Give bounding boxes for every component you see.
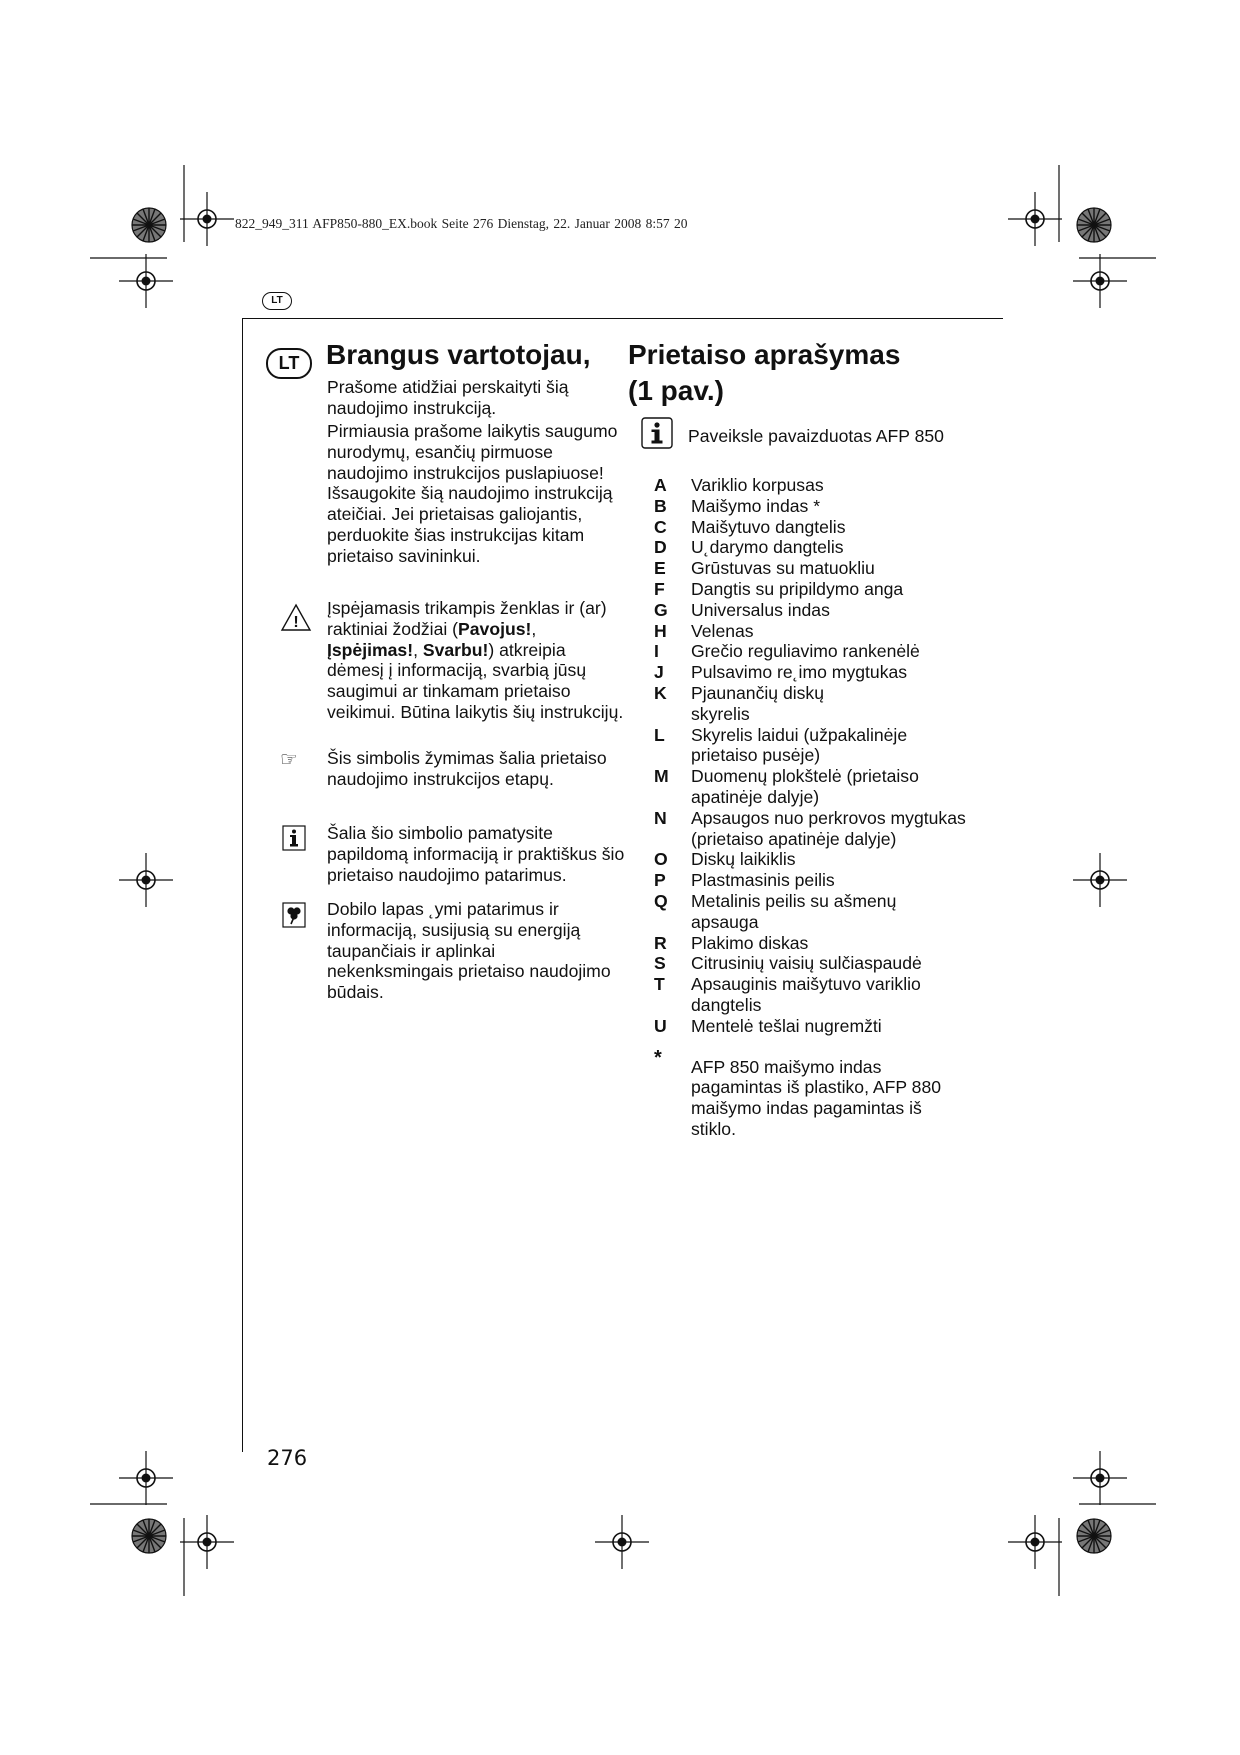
part-letter: U — [654, 1015, 667, 1036]
part-description: Mentelė tešlai nugremžti — [691, 1015, 882, 1036]
part-letter: G — [654, 599, 668, 620]
part-letter: J — [654, 662, 664, 683]
part-description: Skyrelis laidui (užpakalinėje prietaiso pusėje) — [691, 724, 908, 766]
step-paragraph: Šis simbolis žymimas šalia prietaiso naudojimo instrukcijos etapų. — [327, 748, 607, 789]
warning-text: Įspėjamasis trikampis ženklas ir (ar) raktiniai žodžiai ( — [327, 598, 607, 639]
part-description: Grūstuvas su matuokliu — [691, 558, 875, 579]
keyword-danger: Pavojus! — [458, 618, 532, 639]
part-description: Plastmasinis peilis — [691, 870, 835, 891]
intro-paragraph-1: Prašome atidžiai perskaityti šią naudojimo instrukciją. — [327, 377, 569, 418]
list-item — [654, 849, 1014, 870]
registration-mark — [180, 192, 234, 246]
part-description: Duomenų plokštelė (prietaiso apatinėje dalyje) — [691, 766, 919, 807]
part-description: Velenas — [691, 620, 754, 641]
registration-mark — [1073, 254, 1127, 308]
part-letter: H — [654, 620, 667, 641]
part-letter: K — [654, 682, 667, 703]
registration-mark — [595, 1515, 649, 1569]
section-title-device-description: Prietaiso aprašymas — [628, 339, 901, 370]
starburst-mark — [132, 208, 166, 242]
part-letter: I — [654, 641, 659, 662]
part-letter: M — [654, 766, 669, 787]
part-letter: E — [654, 558, 666, 579]
keyword-warning: Įspėjimas! — [327, 639, 414, 660]
keyword-important: Svarbu! — [422, 639, 489, 660]
part-description: Dangtis su pripildymo anga — [691, 578, 904, 599]
list-item — [654, 870, 1014, 891]
top-divider — [243, 318, 1003, 319]
pointing-hand-icon: ☞ — [280, 747, 298, 771]
part-letter: S — [654, 953, 666, 974]
footnote-mark: * — [654, 1046, 662, 1069]
registration-mark — [119, 853, 173, 907]
part-description: Pulsavimo re˛imo mygtukas — [691, 662, 908, 683]
page-number: 276 — [267, 1446, 308, 1470]
list-item — [654, 600, 1014, 621]
list-item — [654, 558, 1014, 579]
list-item — [654, 808, 1014, 850]
list-item — [654, 974, 1014, 1016]
registration-mark — [1073, 853, 1127, 907]
language-badge: LT — [262, 292, 292, 310]
list-item — [654, 579, 1014, 600]
info-paragraph: Šalia šio simbolio pamatysite papildomą informaciją ir praktiškus šio prietaiso naudojimo patarimus. — [327, 823, 625, 885]
list-item — [654, 475, 1014, 496]
list-item — [654, 766, 1014, 808]
left-margin-rule — [242, 318, 243, 1452]
part-letter: C — [654, 516, 667, 537]
section-title-dear-user: Brangus vartotojau, — [326, 339, 591, 370]
separator: , — [531, 618, 537, 639]
print-header: 822_949_311 AFP850-880_EX.book Seite 276 Dienstag, 22. Januar 2008 8:57 20 — [235, 216, 688, 231]
parts-legend — [654, 475, 1014, 1140]
separator: , — [413, 639, 423, 660]
part-description: Apsaugos nuo perkrovos mygtukas (prietaiso apatinėje dalyje) — [691, 807, 966, 849]
list-item — [654, 517, 1014, 538]
intro-paragraph-2: Pirmiausia prašome laikytis saugumo nurodymų, esančių pirmuose naudojimo instrukcijos puslapiuose! Išsaugokite šią naudojimo instrukciją ateičiai. Jei prietaisas galiojantis, perduokite šias instrukcijas kitam prietaiso savininkui. — [327, 421, 618, 566]
footnote — [654, 1048, 1014, 1140]
part-letter: B — [654, 495, 667, 516]
list-item — [654, 933, 1014, 954]
part-description: Grečio reguliavimo rankenėlė — [691, 641, 920, 662]
starburst-mark — [1077, 1519, 1111, 1553]
section-language-badge: LT — [266, 348, 312, 379]
footnote-text: AFP 850 maišymo indas pagamintas iš plastiko, AFP 880 maišymo indas pagamintas iš stiklo. — [691, 1056, 942, 1139]
registration-mark — [1008, 192, 1062, 246]
part-letter: L — [654, 724, 665, 745]
registration-mark — [1073, 1451, 1127, 1505]
part-letter: Q — [654, 890, 668, 911]
registration-mark — [180, 1515, 234, 1569]
part-letter: F — [654, 578, 665, 599]
part-description: Universalus indas — [691, 599, 830, 620]
part-description: Apsauginis maišytuvo variklio dangtelis — [691, 974, 921, 1015]
warning-paragraph — [327, 598, 625, 723]
section-title-figure-ref: (1 pav.) — [628, 375, 724, 406]
eco-paragraph: Dobilo lapas ˛ymi patarimus ir informaciją, susijusią su energiją taupančiais ir aplinkai nekenksmingais prietaiso naudojimo būdais. — [327, 899, 611, 1003]
part-letter: N — [654, 807, 667, 828]
part-description: Diskų laikiklis — [691, 849, 796, 870]
list-item — [654, 953, 1014, 974]
starburst-mark — [132, 1519, 166, 1553]
list-item — [654, 662, 1014, 683]
part-description: U˛darymo dangtelis — [691, 537, 844, 558]
list-item — [654, 683, 1014, 725]
list-item — [654, 1016, 1014, 1037]
part-description: Pjaunančių diskų skyrelis — [691, 682, 825, 724]
starburst-mark — [1077, 208, 1111, 242]
part-letter: D — [654, 537, 667, 558]
registration-mark — [1008, 1515, 1062, 1569]
part-letter: T — [654, 974, 665, 995]
part-letter: O — [654, 849, 668, 870]
part-description: Maišytuvo dangtelis — [691, 516, 846, 537]
part-letter: A — [654, 475, 667, 495]
registration-mark — [119, 254, 173, 308]
figure-info-text: Paveiksle pavaizduotas AFP 850 — [688, 426, 944, 446]
list-item — [654, 641, 1014, 662]
part-letter: P — [654, 870, 666, 891]
svg-text:!: ! — [293, 614, 299, 631]
list-item — [654, 621, 1014, 642]
part-description: Citrusinių vaisių sulčiaspaudė — [691, 953, 922, 974]
list-item — [654, 891, 1014, 933]
registration-mark — [119, 1451, 173, 1505]
part-description: Plakimo diskas — [691, 932, 809, 953]
list-item — [654, 725, 1014, 767]
list-item — [654, 496, 1014, 517]
list-item — [654, 537, 1014, 558]
part-letter: R — [654, 932, 667, 953]
info-icon — [282, 825, 306, 851]
part-description: Variklio korpusas — [691, 475, 824, 495]
warning-text: ) atkreipia dėmesį į informaciją, svarbią jūsų saugimui ar tinkamam prietaiso veikimui. Būtina laikytis šių instrukcijų. — [327, 639, 624, 722]
clover-leaf-icon — [282, 902, 306, 928]
part-description: Metalinis peilis su ašmenų apsauga — [691, 890, 897, 932]
info-icon — [641, 417, 673, 449]
part-description: Maišymo indas * — [691, 495, 821, 516]
warning-triangle-icon — [280, 603, 312, 633]
